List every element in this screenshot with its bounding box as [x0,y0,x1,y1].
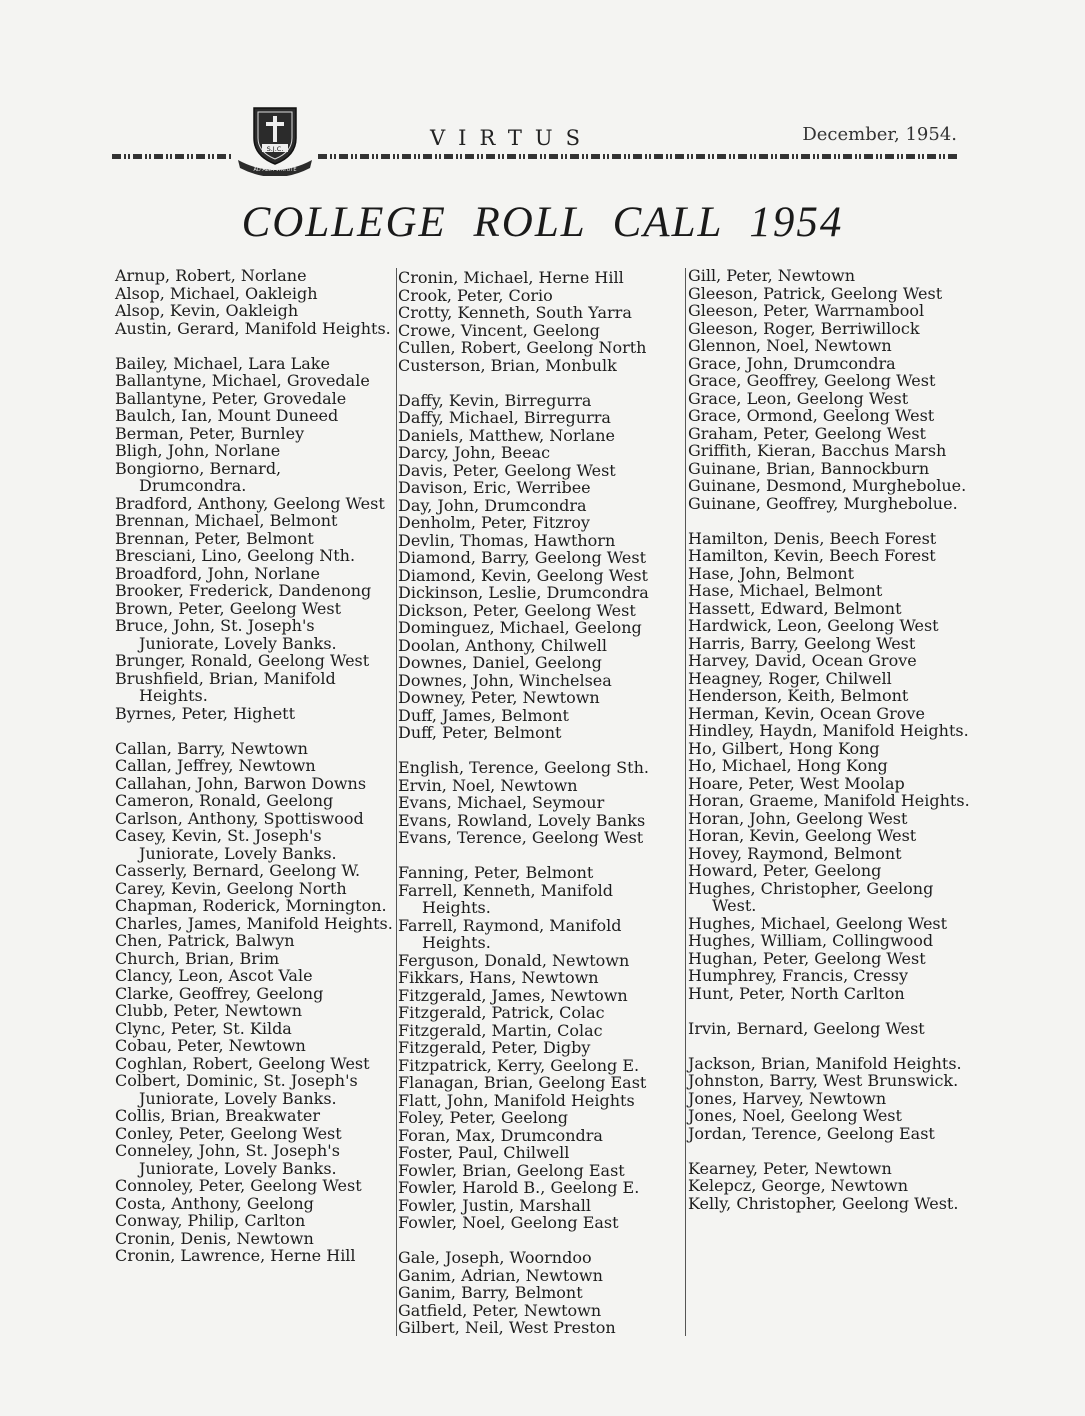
roll-entry: Bailey, Michael, Lara Lake [115,353,330,373]
roll-entry: Devlin, Thomas, Hawthorn [398,530,616,550]
roll-entry: Hughes, Michael, Geelong West [688,913,948,933]
roll-entry: Flatt, John, Manifold Heights [398,1090,635,1110]
roll-entry: Evans, Michael, Seymour [398,793,605,812]
roll-entry: Farrell, Kenneth, Manifold Heights. [398,880,613,917]
roll-entry: Bresciani, Lino, Geelong Nth. [115,546,356,565]
roll-entry: Davison, Eric, Werribee [398,478,591,497]
roll-entry: Grace, Geoffrey, Geelong West [688,371,936,390]
roll-entry: Arnup, Robert, Norlane [115,266,307,285]
roll-entry: Jones, Harvey, Newtown [688,1088,887,1108]
roll-entry: Berman, Peter, Burnley [115,423,305,443]
roll-entry: Casserly, Bernard, Geelong W. [115,861,361,880]
column-divider [396,268,397,1336]
roll-entry: Conway, Philip, Carlton [115,1211,306,1230]
roll-entry: Denholm, Peter, Fitzroy [398,513,590,532]
page-title: COLLEGE ROLL CALL 1954 [241,199,844,246]
roll-entry: Herman, Kevin, Ocean Grove [688,703,925,723]
roll-entry: Brennan, Peter, Belmont [115,528,314,548]
roll-entry: Casey, Kevin, St. Joseph's Juniorate, Lovely Banks. [115,826,337,863]
roll-entry: Cronin, Lawrence, Herne Hill [115,1246,356,1265]
roll-entry: Alsop, Kevin, Oakleigh [115,301,299,320]
header-rule-right [318,154,960,159]
roll-entry: Guinane, Desmond, Murghebolue. [688,476,967,495]
roll-entry: Bruce, John, St. Joseph's Juniorate, Lovely Banks. [115,616,337,653]
roll-entry: Brooker, Frederick, Dandenong [115,581,372,600]
roll-entry: Ervin, Noel, Newtown [398,775,578,795]
roll-column-3 [688,267,972,1212]
roll-entry: Hase, John, Belmont [688,563,855,583]
roll-entry: Hughes, William, Collingwood [688,931,934,950]
roll-entry: Johnston, Barry, West Brunswick. [688,1071,959,1090]
roll-entry: Hamilton, Denis, Beech Forest [688,528,937,548]
roll-entry: Ganim, Adrian, Newtown [398,1265,603,1285]
roll-column-2 [398,269,682,1337]
roll-entry: Hunt, Peter, North Carlton [688,983,905,1003]
roll-entry: Conneley, John, St. Joseph's Juniorate, Lovely Banks. [115,1141,340,1178]
roll-entry: Downes, John, Winchelsea [398,670,612,690]
column-divider [685,268,686,1336]
roll-entry: Evans, Rowland, Lovely Banks [398,810,646,830]
roll-entry: Hughes, Christopher, Geelong West. [688,878,934,915]
roll-entry: Church, Brian, Brim [115,948,280,968]
roll-entry: Broadford, John, Norlane [115,563,320,583]
roll-entry: Cobau, Peter, Newtown [115,1036,306,1055]
roll-entry: Downes, Daniel, Geelong [398,653,602,672]
roll-entry: Daniels, Matthew, Norlane [398,425,615,445]
roll-entry: Ferguson, Donald, Newtown [398,950,630,970]
roll-entry: Clubb, Peter, Newtown [115,1001,303,1020]
roll-entry: Davis, Peter, Geelong West [398,460,616,480]
roll-entry: Dickinson, Leslie, Drumcondra [398,583,649,602]
roll-entry: Brushfield, Brian, Manifold Heights. [115,668,336,705]
roll-entry: Evans, Terence, Geelong West [398,828,644,847]
roll-entry: Ballantyne, Michael, Grovedale [115,371,370,390]
roll-entry: Grace, John, Drumcondra [688,353,896,373]
roll-entry: Jackson, Brian, Manifold Heights. [688,1053,962,1073]
roll-entry: Bligh, John, Norlane [115,441,281,460]
roll-entry: Austin, Gerard, Manifold Heights. [115,318,391,338]
roll-entry: Duff, Peter, Belmont [398,723,562,742]
roll-entry: Crook, Peter, Corio [398,285,553,305]
roll-entry: Glennon, Noel, Newtown [688,336,892,355]
roll-entry: Dominguez, Michael, Geelong [398,618,642,637]
roll-entry: Cronin, Denis, Newtown [115,1228,314,1248]
roll-entry: Guinane, Geoffrey, Murghebolue. [688,493,958,513]
header-rule-left [112,154,232,159]
roll-entry: Jordan, Terence, Geelong East [688,1123,935,1143]
roll-entry: Crotty, Kenneth, South Yarra [398,303,632,322]
roll-entry: Dickson, Peter, Geelong West [398,600,636,620]
roll-entry: Doolan, Anthony, Chilwell [398,635,608,655]
roll-entry: Griffith, Kieran, Bacchus Marsh [688,441,947,460]
roll-entry: Callahan, John, Barwon Downs [115,773,367,793]
svg-text:S.J.C.: S.J.C. [266,145,284,153]
roll-entry: Bongiorno, Bernard, Drumcondra. [115,458,282,495]
roll-entry: Gatfield, Peter, Newtown [398,1300,602,1320]
roll-entry: Henderson, Keith, Belmont [688,686,909,705]
roll-entry: Ballantyne, Peter, Grovedale [115,388,347,408]
roll-entry: Darcy, John, Beeac [398,443,551,462]
roll-entry: Flanagan, Brian, Geelong East [398,1073,647,1092]
roll-entry: Gleeson, Patrick, Geelong West [688,283,943,303]
roll-entry: Horan, Kevin, Geelong West [688,826,917,845]
magazine-title: VIRTUS [430,126,593,150]
roll-entry: Chapman, Roderick, Mornington. [115,896,387,915]
roll-entry: Foran, Max, Drumcondra [398,1125,603,1145]
roll-entry: English, Terence, Geelong Sth. [398,758,649,777]
roll-entry: Carlson, Anthony, Spottiswood [115,808,364,828]
roll-entry: Ganim, Barry, Belmont [398,1283,583,1302]
roll-entry: Hardwick, Leon, Geelong West [688,616,939,635]
roll-entry: Hassett, Edward, Belmont [688,598,902,618]
roll-entry: Ho, Gilbert, Hong Kong [688,738,880,758]
roll-entry: Fowler, Harold B., Geelong E. [398,1178,640,1197]
roll-entry: Daffy, Kevin, Birregurra [398,390,592,410]
roll-entry: Alsop, Michael, Oakleigh [115,283,318,303]
roll-entry: Fitzgerald, Martin, Colac [398,1020,603,1040]
roll-entry: Hughan, Peter, Geelong West [688,948,926,968]
roll-entry: Collis, Brian, Breakwater [115,1106,321,1125]
roll-entry: Clarke, Geoffrey, Geelong [115,983,324,1003]
roll-entry: Diamond, Barry, Geelong West [398,548,647,567]
roll-entry: Gill, Peter, Newtown [688,266,856,285]
roll-entry: Foster, Paul, Chilwell [398,1143,570,1162]
roll-entry: Baulch, Ian, Mount Duneed [115,406,339,425]
roll-entry: Horan, John, Geelong West [688,808,908,828]
roll-entry: Downey, Peter, Newtown [398,688,600,707]
roll-entry: Hoare, Peter, West Moolap [688,773,905,793]
roll-entry: Byrnes, Peter, Highett [115,703,296,723]
roll-entry: Fikkars, Hans, Newtown [398,968,599,987]
roll-entry: Grace, Ormond, Geelong West [688,406,935,425]
roll-entry: Diamond, Kevin, Geelong West [398,565,648,585]
roll-entry: Coghlan, Robert, Geelong West [115,1053,370,1073]
roll-entry: Brunger, Ronald, Geelong West [115,651,370,670]
roll-entry: Costa, Anthony, Geelong [115,1193,314,1213]
roll-entry: Carey, Kevin, Geelong North [115,878,347,898]
college-crest-icon [234,104,316,176]
roll-entry: Foley, Peter, Geelong [398,1108,569,1127]
roll-entry: Cronin, Michael, Herne Hill [398,268,624,287]
roll-entry: Chen, Patrick, Balwyn [115,931,295,950]
roll-entry: Hovey, Raymond, Belmont [688,843,902,863]
roll-entry: Callan, Barry, Newtown [115,738,308,758]
roll-entry: Crowe, Vincent, Geelong [398,320,600,340]
roll-entry: Fitzgerald, Peter, Digby [398,1038,591,1057]
roll-entry: Callan, Jeffrey, Newtown [115,756,316,775]
roll-entry: Cullen, Robert, Geelong North [398,338,647,357]
roll-entry: Heagney, Roger, Chilwell [688,668,892,688]
roll-entry: Fitzgerald, James, Newtown [398,985,628,1005]
roll-entry: Jones, Noel, Geelong West [688,1106,902,1125]
roll-entry: Connoley, Peter, Geelong West [115,1176,362,1195]
roll-entry: Custerson, Brian, Monbulk [398,355,617,375]
roll-entry: Farrell, Raymond, Manifold Heights. [398,915,622,952]
roll-entry: Charles, James, Manifold Heights. [115,913,393,933]
roll-entry: Gale, Joseph, Woorndoo [398,1248,592,1267]
roll-entry: Hamilton, Kevin, Beech Forest [688,546,936,565]
roll-entry: Fowler, Justin, Marshall [398,1195,592,1215]
roll-entry: Hase, Michael, Belmont [688,581,883,600]
roll-entry: Bradford, Anthony, Geelong West [115,493,385,513]
roll-entry: Kearney, Peter, Newtown [688,1158,892,1178]
roll-entry: Irvin, Bernard, Geelong West [688,1018,925,1038]
roll-entry: Harris, Barry, Geelong West [688,633,916,653]
roll-column-1 [115,267,393,1265]
roll-entry: Clancy, Leon, Ascot Vale [115,966,313,985]
roll-entry: Howard, Peter, Geelong [688,861,882,880]
roll-entry: Fowler, Brian, Geelong East [398,1160,625,1180]
roll-entry: Clync, Peter, St. Kilda [115,1018,292,1038]
roll-entry: Grace, Leon, Geelong West [688,388,909,408]
roll-entry: Cameron, Ronald, Geelong [115,791,334,810]
roll-entry: Brennan, Michael, Belmont [115,511,338,530]
roll-entry: Fitzpatrick, Kerry, Geelong E. [398,1055,640,1075]
roll-entry: Daffy, Michael, Birregurra [398,408,611,427]
roll-entry: Kelly, Christopher, Geelong West. [688,1193,959,1213]
roll-entry: Humphrey, Francis, Cressy [688,966,909,985]
roll-entry: Conley, Peter, Geelong West [115,1123,342,1143]
roll-entry: Day, John, Drumcondra [398,495,587,515]
roll-entry: Brown, Peter, Geelong West [115,598,342,618]
roll-entry: Fowler, Noel, Geelong East [398,1213,619,1232]
roll-entry: Gilbert, Neil, West Preston [398,1318,616,1337]
roll-entry: Hindley, Haydn, Manifold Heights. [688,721,969,740]
issue-date: December, 1954. [802,124,957,145]
roll-entry: Kelepcz, George, Newtown [688,1176,909,1195]
roll-entry: Fanning, Peter, Belmont [398,863,594,882]
roll-entry: Guinane, Brian, Bannockburn [688,458,930,478]
roll-entry: Harvey, David, Ocean Grove [688,651,917,670]
roll-entry: Ho, Michael, Hong Kong [688,756,888,775]
roll-entry: Fitzgerald, Patrick, Colac [398,1003,605,1022]
roll-entry: Graham, Peter, Geelong West [688,423,926,443]
roll-entry: Gleeson, Peter, Warrnambool [688,301,925,320]
roll-entry: Colbert, Dominic, St. Joseph's Juniorate, Lovely Banks. [115,1071,358,1108]
roll-entry: Horan, Graeme, Manifold Heights. [688,791,970,810]
svg-text:AD ALTA VIRTUTE: AD ALTA VIRTUTE [253,167,297,173]
roll-entry: Duff, James, Belmont [398,705,569,725]
roll-entry: Gleeson, Roger, Berriwillock [688,318,920,338]
